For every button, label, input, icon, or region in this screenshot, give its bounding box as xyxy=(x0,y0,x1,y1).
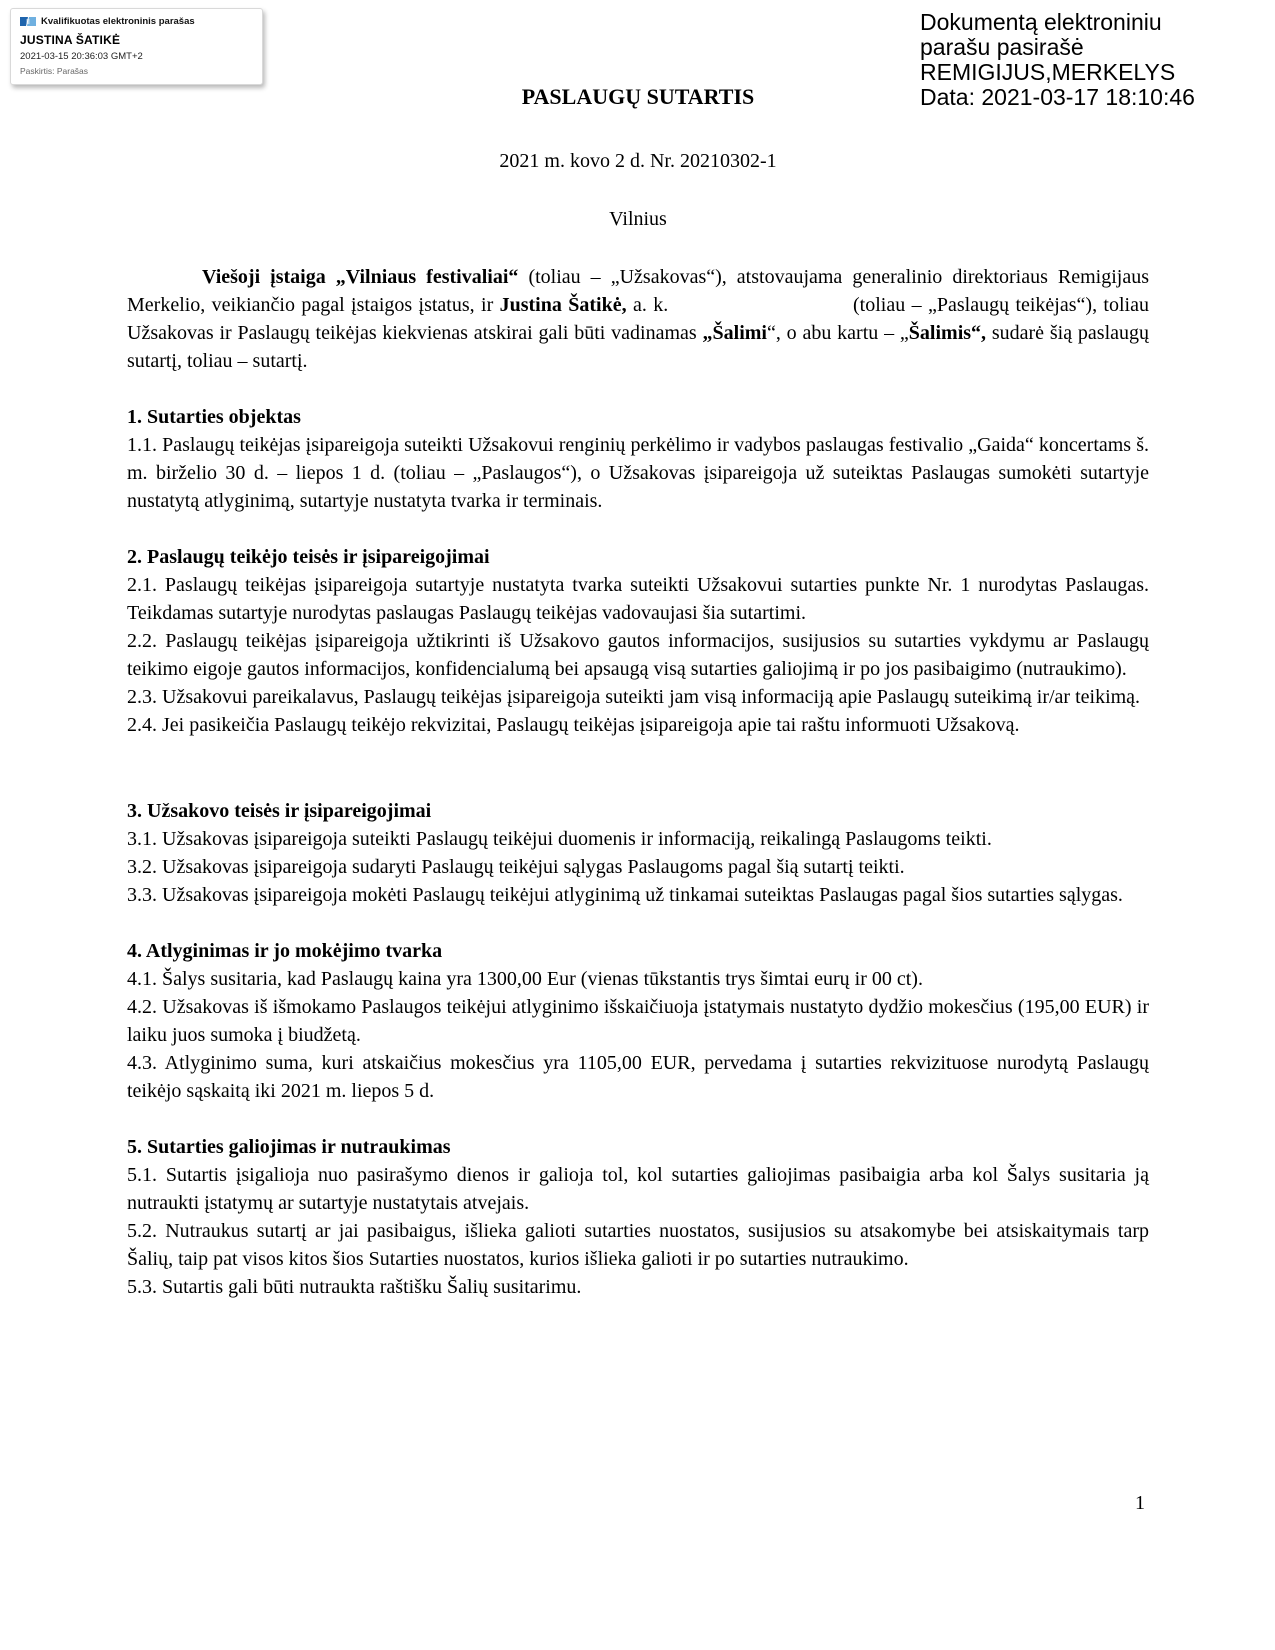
stamp-title: Kvalifikuotas elektroninis parašas xyxy=(41,16,195,27)
contract-paragraph: 3.2. Užsakovas įsipareigoja sudaryti Paslaugų teikėjui sąlygas Paslaugoms pagal šią sutartį teikti. xyxy=(127,856,905,878)
intro-segment-bold: „Šalimi xyxy=(702,322,767,344)
signature-note-line: Dokumentą elektroniniu xyxy=(920,9,1162,35)
section-heading: 5. Sutarties galiojimas ir nutraukimas xyxy=(127,1136,451,1158)
contract-paragraph: 5.3. Sutartis gali būti nutraukta raštišku Šalių susitarimu. xyxy=(127,1276,582,1298)
contract-content xyxy=(127,85,1149,1301)
signature-stamp xyxy=(10,8,263,85)
contract-paragraph: 4.2. Užsakovas iš išmokamo Paslaugos teikėjui atlyginimo išskaičiuoja įstatymais nustatyto dydžio mokesčius (195,00 EUR) ir laiku juos sumoka į biudžetą. xyxy=(127,996,1149,1046)
stamp-header xyxy=(20,16,253,27)
contract-paragraph: 2.3. Užsakovui pareikalavus, Paslaugų teikėjas įsipareigoja suteikti jam visą informaciją apie Paslaugų suteikimą ir/ar teikimą. xyxy=(127,686,1141,708)
contract-paragraph: 5.2. Nutraukus sutartį ar jai pasibaigus, išlieka galioti sutarties nuostatos, susijusios su atsakomybe bei atsiskaitymais tarp Šalių, taip pat visos kitos šios Sutarties nuostatos, kurios išlieka galioti ir po sutarties nutraukimo. xyxy=(127,1220,1149,1270)
contract-paragraph: 1.1. Paslaugų teikėjas įsipareigoja suteikti Užsakovui renginių perkėlimo ir vadybos paslaugas festivalio „Gaida“ koncertams š. m. birželio 30 d. – liepos 1 d. (toliau – „Paslaugos“), o Užsakovas įsipareigoja už suteiktas Paslaugas sumokėti sutartyje nustatytą atlyginimą, sutartyje nustatyta tvarka ir terminais. xyxy=(127,434,1149,512)
intro-segment-bold: Šalimis“, xyxy=(908,322,987,344)
signer-name: JUSTINA ŠATIKĖ xyxy=(20,33,121,47)
intro-segment-bold: Justina Šatikė, xyxy=(499,294,627,316)
section-heading: 2. Paslaugų teikėjo teisės ir įsipareigojimai xyxy=(127,546,490,568)
contract-paragraph: 3.3. Užsakovas įsipareigoja mokėti Paslaugų teikėjui atlyginimą už tinkamai suteiktas Paslaugas pagal šios sutarties sąlygas. xyxy=(127,884,1123,906)
signature-datetime: 2021-03-15 20:36:03 GMT+2 xyxy=(20,51,143,62)
signature-purpose: Paskirtis: Parašas xyxy=(20,66,89,76)
section-heading: 3. Užsakovo teisės ir įsipareigojimai xyxy=(127,800,432,822)
intro-segment: sudarė šią paslaugų sutartį, toliau – sutartį. xyxy=(127,322,1150,372)
contract-paragraph: 4.3. Atlyginimo suma, kuri atskaičius mokesčius yra 1105,00 EUR, pervedama į sutarties rekvizituose nurodytą Paslaugų teikėjo sąskaitą iki 2021 m. liepos 5 d. xyxy=(127,1052,1149,1102)
page-number: 1 xyxy=(1135,1492,1145,1514)
intro-segment-bold: Viešoji įstaiga „Vilniaus festivaliai“ xyxy=(202,266,519,288)
section-heading: 4. Atlyginimas ir jo mokėjimo tvarka xyxy=(127,940,443,962)
contract-sections xyxy=(127,403,1149,1301)
document-number-line: 2021 m. kovo 2 d. Nr. 20210302-1 xyxy=(499,150,777,172)
intro-segment: a. k. (toliau – „Paslaugų teikėjas“), toliau Užsakovas ir Paslaugų teikėjas kiekvienas atskirai gali būti vadinamas xyxy=(127,294,1149,344)
document-city: Vilnius xyxy=(609,208,667,230)
contract-paragraph: 2.4. Jei pasikeičia Paslaugų teikėjo rekvizitai, Paslaugų teikėjas įsipareigoja apie tai raštu informuoti Užsakovą. xyxy=(127,714,1020,736)
contract-paragraph: 3.1. Užsakovas įsipareigoja suteikti Paslaugų teikėjui duomenis ir informaciją, reikalingą Paslaugoms teikti. xyxy=(127,828,992,850)
contract-paragraph: 5.1. Sutartis įsigalioja nuo pasirašymo dienos ir galioja tol, kol sutarties galiojimas pasibaigia arba kol Šalys susitaria ją nutraukti įstatymų ar sutartyje nustatytais atvejais. xyxy=(127,1164,1149,1214)
contract-paragraph: 4.1. Šalys susitaria, kad Paslaugų kaina yra 1300,00 Eur (vienas tūkstantis trys šimtai eurų ir 00 ct). xyxy=(127,968,923,990)
signature-note-line: parašu pasirašė xyxy=(920,34,1084,60)
section-heading: 1. Sutarties objektas xyxy=(127,406,301,428)
qualified-signature-icon xyxy=(20,16,36,27)
signature-note-line: Data: 2021-03-17 18:10:46 xyxy=(920,84,1195,110)
intro-paragraph xyxy=(127,263,1149,375)
intro-segment: (toliau – „Užsakovas“), atstovaujama generalinio direktoriaus Remigijaus Merkelio, veikiančio pagal įstaigos įstatus, ir xyxy=(127,266,1149,316)
contract-paragraph: 2.1. Paslaugų teikėjas įsipareigoja sutartyje nustatyta tvarka suteikti Užsakovui sutarties punkte Nr. 1 nurodytas Paslaugas. Teikdamas sutartyje nurodytas paslaugas Paslaugų teikėjas vadovaujasi šia sutartimi. xyxy=(127,574,1149,624)
contract-paragraph: 2.2. Paslaugų teikėjas įsipareigoja užtikrinti iš Užsakovo gautos informacijos, susijusios su sutarties vykdymu ar Paslaugų teikimo eigoje gautos informacijos, konfidencialumą bei apsaugą visą sutarties galiojimą ir po jos pasibaigimo (nutraukimo). xyxy=(127,630,1149,680)
document-title: PASLAUGŲ SUTARTIS xyxy=(521,84,755,109)
intro-segment: “, o abu kartu – „ xyxy=(766,322,909,344)
signature-note-line: REMIGIJUS,MERKELYS xyxy=(920,59,1176,85)
